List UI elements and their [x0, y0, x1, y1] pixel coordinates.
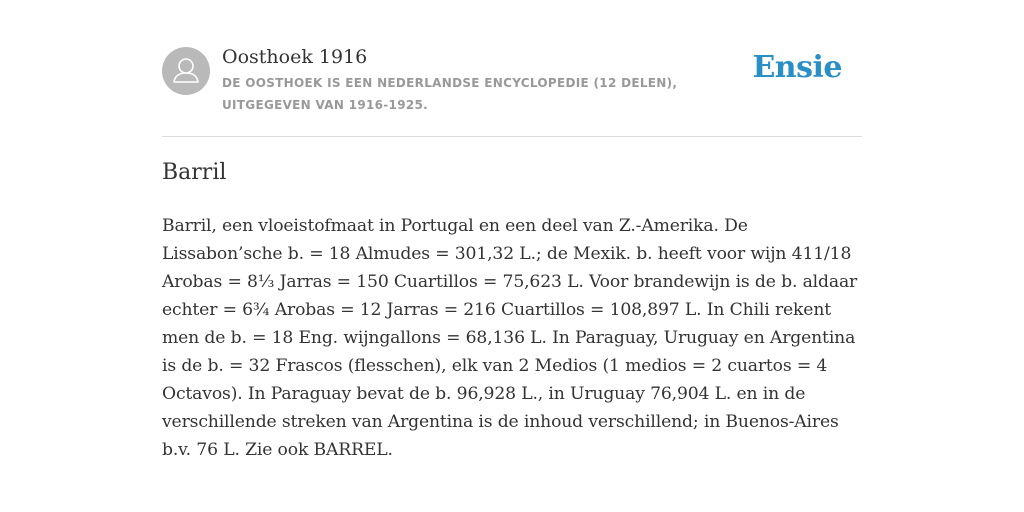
ensie-logo[interactable]: Ensie [752, 50, 842, 85]
user-icon [162, 47, 210, 95]
source-title[interactable]: Oosthoek 1916 [222, 46, 368, 68]
avatar[interactable] [162, 47, 210, 95]
entry-title: Barril [162, 160, 227, 185]
source-header [162, 44, 862, 137]
source-description: DE OOSTHOEK IS EEN NEDERLANDSE ENCYCLOPEDIE (12 DELEN), UITGEGEVEN VAN 1916-1925. [222, 76, 678, 112]
entry-body: Barril, een vloeistofmaat in Portugal en een deel van Z.-Amerika. De Lissabon’sche b. = 18 Almudes = 301,32 L.; de Mexik. b. heeft voor wijn 411/18 Arobas = 8⅓ Jarras = 150 Cuartillos = 75,623 L. Voor brandewijn is de b. aldaar echter = 6¾ Arobas = 12 Jarras = 216 Cuartillos = 108,897 L. In Chili rekent men de b. = 18 Eng. wijngallons = 68,136 L. In Paraguay, Uruguay en Argentina is de b. = 32 Frascos (flesschen), elk van 2 Medios (1 medios = 2 cuartos = 4 Octavos). In Paraguay bevat de b. 96,928 L., in Uruguay 76,904 L. en in de verschillende streken van Argentina is de inhoud verschillend; in Buenos-Aires b.v. 76 L. Zie ook BARREL. [162, 216, 858, 460]
